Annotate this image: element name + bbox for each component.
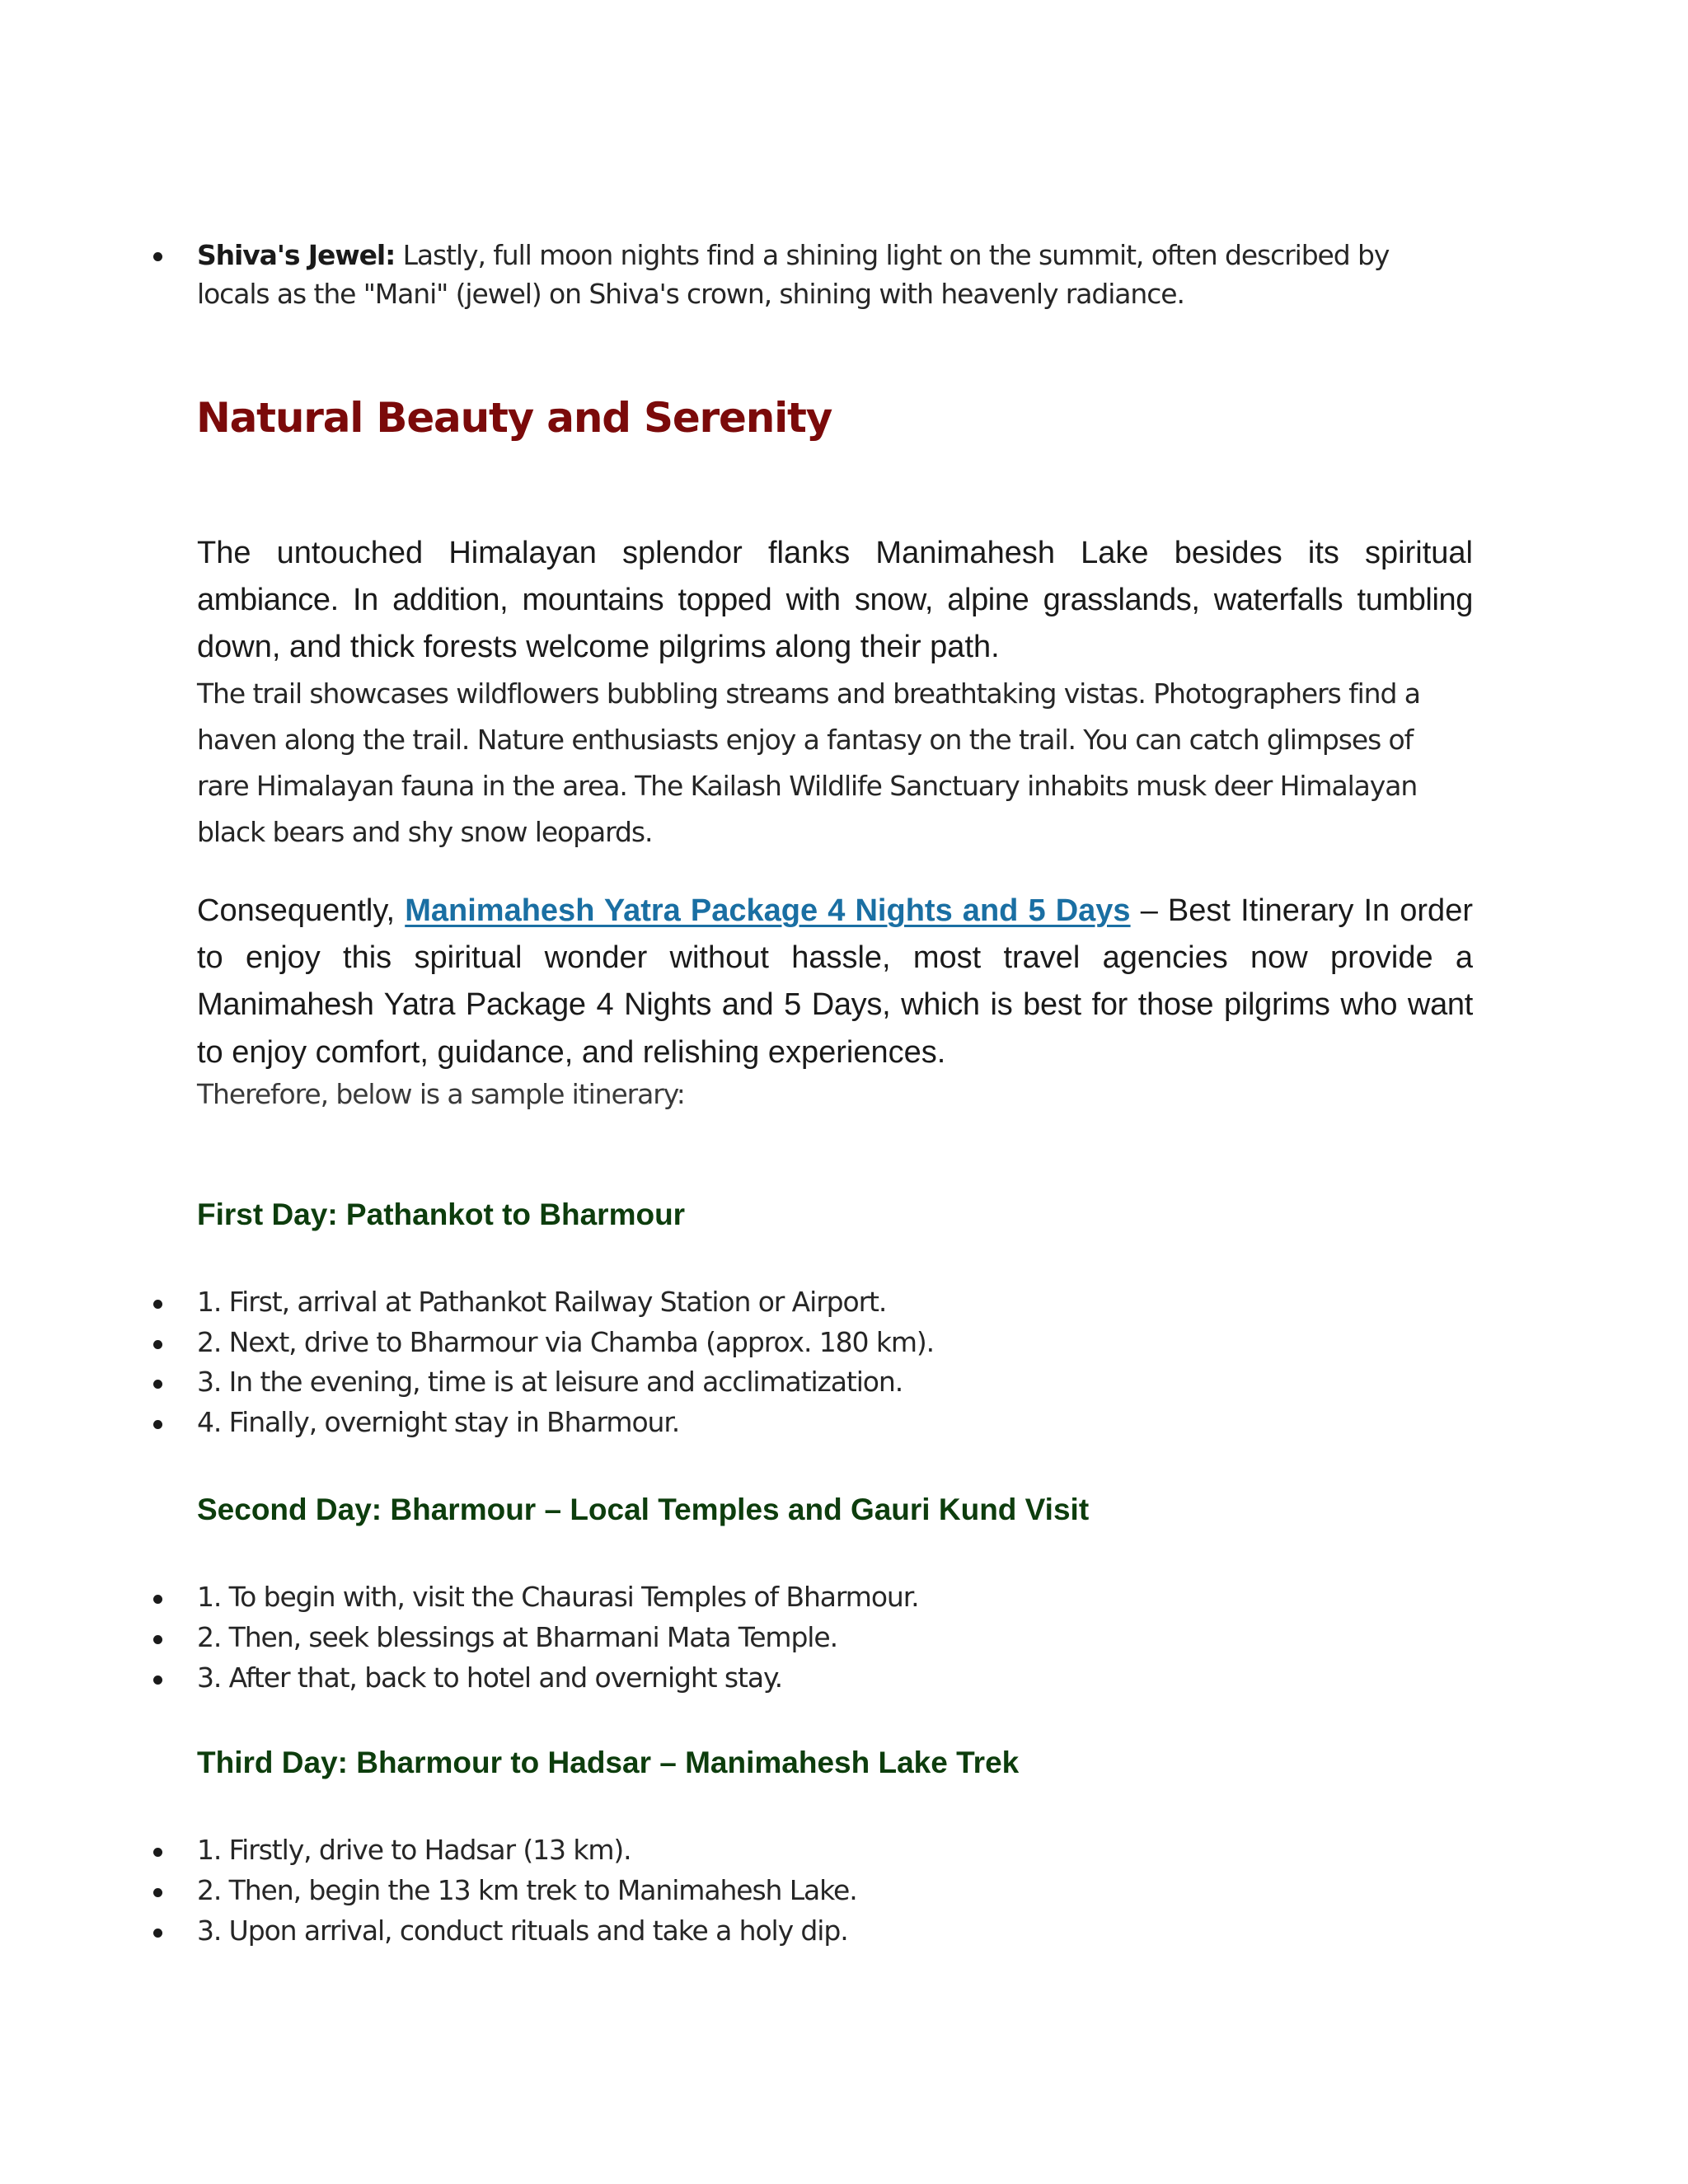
paragraph-2-line-2: haven along the trail. Nature enthusiasts enjoy a fantasy on the trail. You can catch glimpses of [197, 724, 1414, 756]
paragraph-1-line-2: ambiance. In addition, mountains topped with snow, alpine grasslands, waterfalls tumbling [197, 583, 1473, 617]
intro-bullet-label: Shiva's Jewel: [197, 239, 396, 271]
intro-bullet-line-2: locals as the "Mani" (jewel) on Shiva's crown, shining with heavenly radiance. [197, 278, 1184, 310]
paragraph-3-line-3: Manimahesh Yatra Package 4 Nights and 5 Days, which is best for those pilgrims who want [197, 987, 1473, 1022]
day-1-heading: First Day: Pathankot to Bharmour [197, 1197, 686, 1231]
day-2-item-2: 2. Then, seek blessings at Bharmani Mata Temple. [197, 1621, 837, 1653]
day-1-item-2: 2. Next, drive to Bharmour via Chamba (approx. 180 km). [197, 1326, 935, 1358]
day-1-item-3: 3. In the evening, time is at leisure and acclimatization. [197, 1366, 903, 1398]
intro-bullet-text: Lastly, full moon nights find a shining light on the summit, often described by [395, 239, 1390, 271]
bullet-icon [153, 1300, 162, 1309]
paragraph-3-line-1 [197, 893, 1473, 929]
bullet-icon [153, 1929, 162, 1938]
paragraph-2-line-1: The trail showcases wildflowers bubbling streams and breathtaking vistas. Photographers find a [197, 677, 1420, 710]
bullet-icon [153, 1675, 162, 1685]
bullet-icon [153, 1340, 162, 1349]
bullet-icon [153, 1888, 162, 1897]
paragraph-2-line-4: black bears and shy snow leopards. [197, 816, 653, 848]
bullet-icon [153, 1595, 162, 1604]
day-1-item-1: 1. First, arrival at Pathankot Railway Station or Airport. [197, 1286, 887, 1318]
day-2-item-3: 3. After that, back to hotel and overnight stay. [197, 1661, 783, 1694]
paragraph-3-suffix: – Best Itinerary In order [1130, 893, 1473, 928]
bullet-icon [153, 1848, 162, 1857]
paragraph-2-line-3: rare Himalayan fauna in the area. The Kailash Wildlife Sanctuary inhabits musk deer Himalayan [197, 770, 1418, 802]
day-2-heading: Second Day: Bharmour – Local Temples and Gauri Kund Visit [197, 1493, 1090, 1526]
bullet-icon [153, 252, 162, 261]
day-2-item-1: 1. To begin with, visit the Chaurasi Temples of Bharmour. [197, 1581, 919, 1613]
intro-bullet-line-1 [197, 239, 1389, 271]
paragraph-3-line-2: to enjoy this spiritual wonder without hassle, most travel agencies now provide a [197, 940, 1473, 975]
section-title: Natural Beauty and Serenity [196, 394, 832, 442]
day-3-item-3: 3. Upon arrival, conduct rituals and take a holy dip. [197, 1915, 848, 1947]
paragraph-3-line-4: to enjoy comfort, guidance, and relishing experiences. [197, 1035, 946, 1070]
paragraph-1-line-1: The untouched Himalayan splendor flanks Manimahesh Lake besides its spiritual [197, 536, 1473, 570]
paragraph-3-prefix: Consequently, [197, 893, 406, 928]
day-3-item-2: 2. Then, begin the 13 km trek to Manimahesh Lake. [197, 1874, 857, 1906]
day-3-heading: Third Day: Bharmour to Hadsar – Manimahesh Lake Trek [197, 1746, 1020, 1779]
bullet-icon [153, 1635, 162, 1644]
day-1-item-4: 4. Finally, overnight stay in Bharmour. [197, 1406, 680, 1438]
bullet-icon [153, 1380, 162, 1389]
bullet-icon [153, 1420, 162, 1429]
paragraph-1-line-3: down, and thick forests welcome pilgrims along their path. [197, 630, 1000, 664]
package-link[interactable]: Manimahesh Yatra Package 4 Nights and 5 Days [405, 893, 1131, 928]
paragraph-3-closing: Therefore, below is a sample itinerary: [197, 1078, 685, 1110]
day-3-item-1: 1. Firstly, drive to Hadsar (13 km). [197, 1834, 631, 1866]
